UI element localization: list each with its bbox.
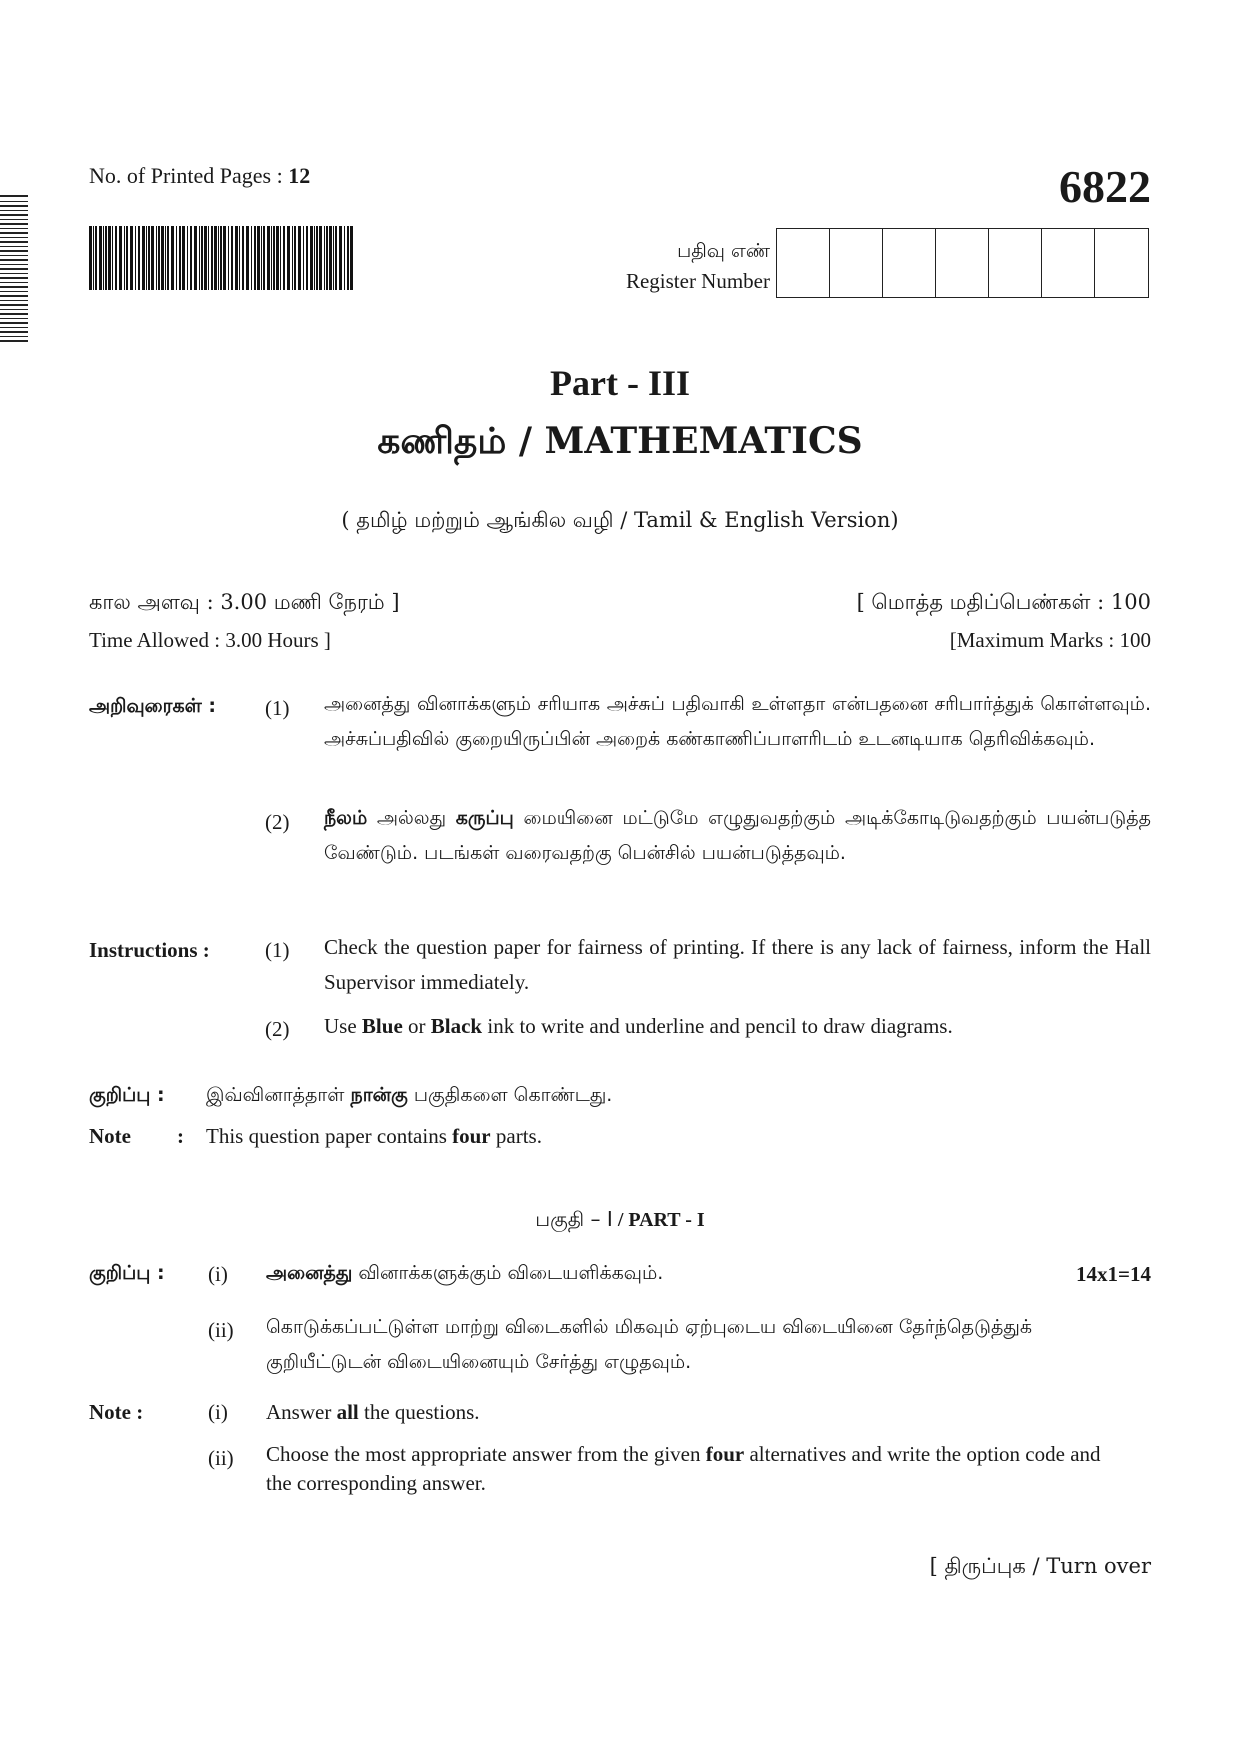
- barcode-bar: [316, 226, 318, 290]
- barcode-bar: [138, 226, 140, 290]
- barcode-bar: [93, 226, 94, 290]
- note-top-en-bold: four: [452, 1124, 491, 1148]
- barcode-bar: [251, 226, 252, 290]
- barcode-bar: [287, 226, 290, 290]
- barcode-bar: [246, 226, 249, 290]
- part1-en-num-2: (ii): [208, 1446, 234, 1470]
- ink-blue-en: Blue: [361, 1014, 403, 1038]
- barcode-bar: [273, 226, 275, 290]
- part1-en-1-pre: Answer: [266, 1400, 337, 1424]
- part1-ta-num-2: (ii): [208, 1318, 234, 1342]
- barcode-bar: [199, 226, 200, 290]
- barcode-bar: [271, 226, 272, 290]
- turn-over: [ திருப்புக / Turn over: [929, 1554, 1151, 1578]
- paper-code: 6822: [1059, 161, 1151, 212]
- barcode-bar: [99, 226, 102, 290]
- part1-ta-num-1: (i): [208, 1262, 228, 1286]
- instruction-en-2-pre: Use: [324, 1014, 362, 1038]
- register-digit-box[interactable]: [1095, 229, 1148, 297]
- register-digit-box[interactable]: [777, 229, 830, 297]
- barcode-bar: [112, 226, 113, 290]
- barcode-bar: [179, 226, 181, 290]
- part1-en-1-bold: all: [336, 1400, 359, 1424]
- barcode-bar: [280, 226, 281, 290]
- barcode-bar: [156, 226, 157, 290]
- part1-ta-1-bold: அனைத்து: [266, 1262, 353, 1284]
- barcode-bar: [339, 226, 342, 290]
- note-top-en-pre: This question paper contains: [206, 1124, 453, 1148]
- note-top-en-post: parts.: [490, 1124, 542, 1148]
- time-allowed-en: Time Allowed : 3.00 Hours ]: [89, 628, 331, 652]
- instruction-ta-2-rest: மையினை மட்டுமே எழுதுவதற்கும் அடிக்கோடிடுவதற்கும் பயன்படுத்த வேண்டும். படங்கள் வரைவதற்கு பென்சில் பயன்படுத்தவும்.: [324, 807, 1151, 864]
- barcode-bar: [235, 226, 238, 290]
- side-barcode: [0, 195, 28, 343]
- barcode-bar: [176, 226, 177, 290]
- barcode-bar: [148, 226, 150, 290]
- note-top-ta-post: பகுதிகளை கொண்டது.: [407, 1084, 613, 1106]
- barcode-bar: [261, 226, 262, 290]
- barcode-bar: [314, 226, 315, 290]
- barcode-bar: [119, 226, 122, 290]
- barcode-bar: [283, 226, 285, 290]
- barcode-bar: [108, 226, 111, 290]
- printed-pages: [89, 163, 310, 189]
- barcode-bar: [201, 226, 203, 290]
- register-digit-box[interactable]: [989, 229, 1042, 297]
- ink-black-ta: கருப்பு: [455, 807, 514, 829]
- part1-heading-en: / PART - I: [612, 1209, 705, 1231]
- barcode-bar: [187, 226, 188, 290]
- barcode-bar: [263, 226, 265, 290]
- barcode-bar: [344, 226, 345, 290]
- register-label-en: Register Number: [625, 269, 770, 293]
- barcode-bar: [254, 226, 256, 290]
- max-marks-en: [Maximum Marks : 100: [949, 628, 1151, 652]
- part1-note-label-en: Note :: [89, 1400, 144, 1424]
- time-allowed-ta: கால அளவு : 3.00 மணி நேரம் ]: [89, 590, 400, 614]
- note-top-text-en: [206, 1124, 542, 1149]
- instruction-en-2-mid: or: [402, 1014, 431, 1038]
- register-digit-box[interactable]: [936, 229, 989, 297]
- barcode-bar: [194, 226, 197, 290]
- barcode-bar: [294, 226, 296, 290]
- part1-ta-text-2: கொடுக்கப்பட்டுள்ள மாற்று விடைகளில் மிகவும் ஏற்புடைய விடையினை தேர்ந்தெடுத்துக் குறியீட்டுடன் விடையினையும் சேர்த்து எழுதவும்.: [266, 1316, 1033, 1373]
- instruction-ta-text-2: [324, 801, 1151, 871]
- part1-en-2-pre: Choose the most appropriate answer from the given: [266, 1442, 706, 1466]
- barcode-bar: [228, 226, 229, 290]
- barcode-bar: [167, 226, 169, 290]
- register-digit-box[interactable]: [883, 229, 936, 297]
- note-top-colon: :: [177, 1124, 184, 1148]
- barcode-bar: [335, 226, 337, 290]
- barcode: [89, 226, 353, 290]
- barcode-bar: [347, 226, 349, 290]
- barcode-bar: [158, 226, 160, 290]
- part1-note-label-ta: குறிப்பு :: [89, 1262, 165, 1284]
- barcode-bar: [130, 226, 133, 290]
- barcode-bar: [223, 226, 226, 290]
- barcode-bar: [161, 226, 164, 290]
- barcode-bar: [208, 226, 209, 290]
- register-digit-box[interactable]: [830, 229, 883, 297]
- register-label-ta: பதிவு எண்: [677, 240, 770, 262]
- ink-blue-ta: நீலம்: [324, 807, 368, 829]
- version-line: ( தமிழ் மற்றும் ஆங்கில வழி / Tamil & English Version): [341, 508, 899, 532]
- register-digit-box[interactable]: [1042, 229, 1095, 297]
- note-top-text-ta: [206, 1084, 612, 1109]
- barcode-bar: [267, 226, 270, 290]
- instruction-ta-text-1: அனைத்து வினாக்களும் சரியாக அச்சுப் பதிவாகி உள்ளதா என்பதனை சரிபார்த்துக் கொள்ளவும். அச்சுப்பதிவில் குறையிருப்பின் அறைக் கண்காணிப்பாளரிடம் உடனடியாக தெரிவிக்கவும்.: [324, 693, 1151, 750]
- instructions-en-label: Instructions :: [89, 938, 210, 962]
- barcode-bar: [276, 226, 279, 290]
- barcode-bar: [310, 226, 313, 290]
- subject-title: கணிதம் / MATHEMATICS: [377, 420, 863, 462]
- instruction-en-2-post: ink to write and underline and pencil to draw diagrams.: [482, 1014, 953, 1038]
- barcode-bar: [292, 226, 293, 290]
- instruction-ta-num-2: (2): [265, 810, 290, 834]
- barcode-bar: [190, 226, 192, 290]
- part1-en-2-bold: four: [705, 1442, 745, 1466]
- barcode-bar: [298, 226, 301, 290]
- barcode-bar: [239, 226, 240, 290]
- barcode-bar: [165, 226, 166, 290]
- instruction-en-num-2: (2): [265, 1017, 290, 1041]
- barcode-bar: [204, 226, 207, 290]
- instruction-en-text-1: Check the question paper for fairness of printing. If there is any lack of fairness, inform the Hall Supervisor immediately.: [324, 935, 1151, 994]
- part1-marks: 14x1=14: [1076, 1262, 1151, 1286]
- barcode-bar: [95, 226, 97, 290]
- barcode-bar: [89, 226, 92, 290]
- instruction-ta-num-1: (1): [265, 696, 290, 720]
- barcode-bar: [126, 226, 128, 290]
- barcode-bar: [303, 226, 304, 290]
- barcode-bar: [171, 226, 174, 290]
- barcode-bar: [214, 226, 217, 290]
- instruction-en-text-2: [324, 1009, 1151, 1044]
- note-top-ta-pre: இவ்வினாத்தாள்: [206, 1084, 351, 1106]
- barcode-bar: [257, 226, 260, 290]
- barcode-bar: [146, 226, 147, 290]
- barcode-bar: [329, 226, 332, 290]
- printed-pages-value: 12: [288, 163, 311, 188]
- barcode-bar: [182, 226, 185, 290]
- barcode-bar: [103, 226, 104, 290]
- barcode-bar: [350, 226, 353, 290]
- part1-ta-text-1: [266, 1262, 663, 1287]
- barcode-bar: [326, 226, 328, 290]
- part1-en-2-post: alternatives and write the option code and the corresponding answer.: [266, 1442, 1101, 1495]
- part1-en-text-2: [266, 1440, 1106, 1498]
- note-top-label-en: Note: [89, 1124, 131, 1148]
- printed-pages-label: No. of Printed Pages :: [89, 163, 283, 188]
- note-top-ta-bold: நான்கு: [350, 1084, 408, 1106]
- max-marks-ta: [ மொத்த மதிப்பெண்கள் : 100: [856, 590, 1151, 614]
- instruction-ta-2-mid: அல்லது: [367, 807, 456, 829]
- barcode-bar: [115, 226, 117, 290]
- barcode-bar: [135, 226, 136, 290]
- barcode-bar: [220, 226, 222, 290]
- part1-heading: [0, 1207, 1240, 1234]
- part1-en-1-post: the questions.: [358, 1400, 480, 1424]
- part1-en-text-1: [266, 1400, 480, 1425]
- note-top-label-ta: குறிப்பு :: [89, 1084, 165, 1106]
- barcode-bar: [124, 226, 125, 290]
- ink-black-en: Black: [430, 1014, 483, 1038]
- barcode-bar: [231, 226, 233, 290]
- barcode-bar: [333, 226, 334, 290]
- instructions-ta-label: அறிவுரைகள் :: [89, 695, 216, 717]
- barcode-bar: [105, 226, 107, 290]
- part1-en-num-1: (i): [208, 1400, 228, 1424]
- barcode-bar: [142, 226, 145, 290]
- barcode-bar: [211, 226, 213, 290]
- barcode-bar: [306, 226, 308, 290]
- register-label: [560, 236, 770, 296]
- part1-ta-1-rest: வினாக்களுக்கும் விடையளிக்கவும்.: [352, 1262, 664, 1284]
- barcode-bar: [319, 226, 322, 290]
- instruction-en-num-1: (1): [265, 938, 290, 962]
- barcode-bar: [151, 226, 154, 290]
- register-number-boxes: [776, 228, 1149, 298]
- part-title: Part - III: [550, 363, 690, 403]
- barcode-bar: [218, 226, 219, 290]
- barcode-bar: [324, 226, 325, 290]
- part1-heading-ta: பகுதி – I: [535, 1207, 613, 1231]
- barcode-bar: [242, 226, 244, 290]
